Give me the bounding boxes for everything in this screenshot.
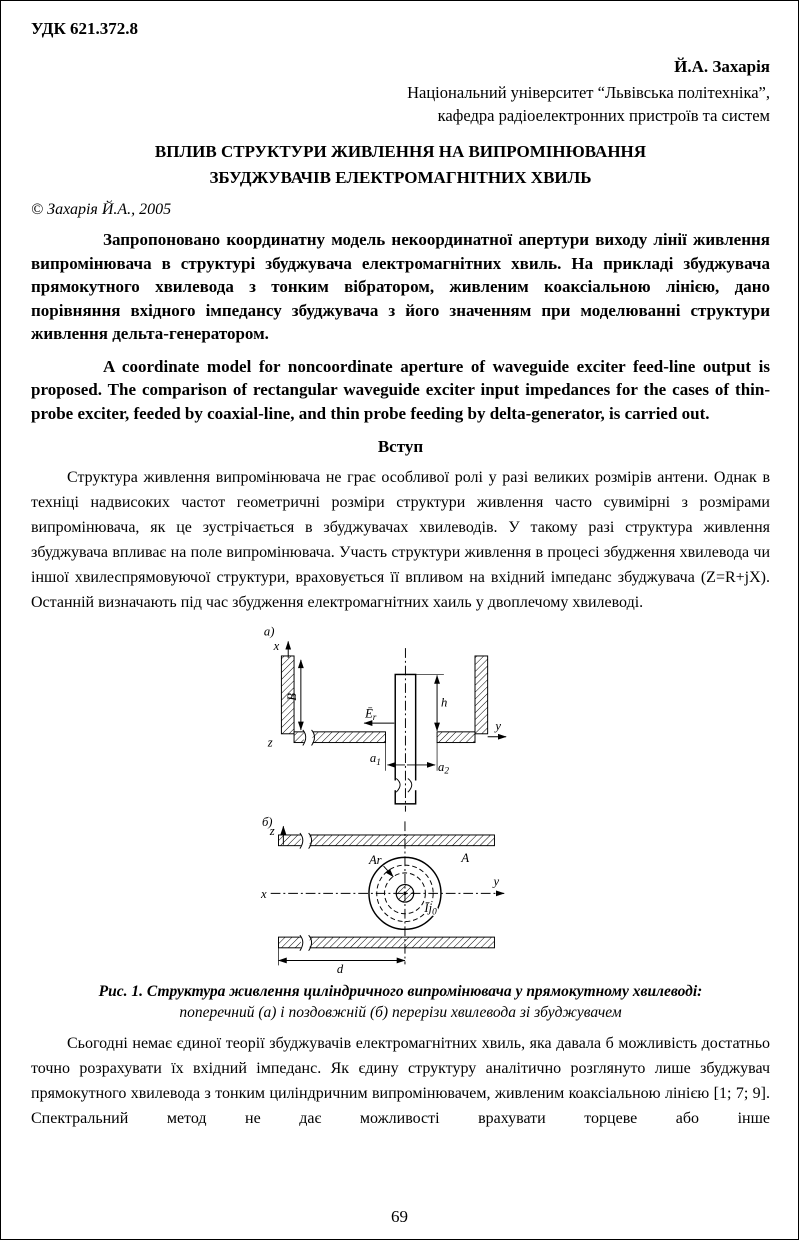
paper-title-line-1: ВПЛИВ СТРУКТУРИ ЖИВЛЕННЯ НА ВИПРОМІНЮВАННЯ (154, 142, 647, 161)
figure-caption-line-1: Рис. 1. Структура живлення циліндричного випромінювача у прямокутному хвилеводі: (98, 983, 703, 1000)
affiliation-line-1: Національний університет “Львівська політехніка”, (407, 83, 770, 102)
abstract-english: A coordinate model for noncoordinate aperture of waveguide exciter feed-line output is proposed. The comparison of rectangular waveguide exciter input impedances for the cases of thin-probe exciter, feeded by coaxial-line, and thin probe feeding by delta-generator, is carried out. (31, 356, 770, 423)
paragraph-intro-1: Структура живлення випромінювача не грає особливої ролі у разі великих розмірів антени. Однак в техніці надвисоких частот геометричні розміри структури живлення часто сувимірні з розмірами випромінювача, як це зустрічається в збуджувачах хвилеводів. У такому разі структура живлення збуджувача впливає на поле випромінювача. Участь структури живлення в процесі збудження хвилевода чи іншої хвилеспрямовуючої структури, враховується її впливом на вхідний імпеданс збуджувача (Z=R+jX). Останній визначають під час збудження електромагнітних хаиль у двоплечому хвилеводі. (31, 469, 770, 611)
figure-1-diagram (259, 619, 512, 977)
udc-code: УДК 621.372.8 (31, 19, 139, 38)
dim-Ar-label: Ar (368, 853, 382, 868)
page-number: 69 (391, 1207, 408, 1226)
paper-title-line-2: ЗБУДЖУВАЧІВ ЕЛЕКТРОМАГНІТНИХ ХВИЛЬ (209, 168, 592, 187)
center-point (403, 892, 406, 895)
paragraph-intro-2: Сьогодні немає єдиної теорії збуджувачів електромагнітних хвиль, яка давала б можливість достатньо точно розрахувати їх вхідний імпеданс. Як єдину структуру аналітично розглянуто лише збуджувач прямокутного хвилевода з тонким циліндричним випромінювачем, живленим коаксіальною лінією [1; 7; 9]. Спектральний метод не дає можливості врахувати торцеве або інше (31, 1035, 770, 1127)
panel-b-longitudinal-section (260, 815, 504, 976)
dim-B-label: B (285, 692, 299, 701)
dim-a2-label: $a_2$ (438, 759, 449, 776)
floor-right (437, 732, 475, 743)
axis-z-label: z (267, 735, 273, 750)
dim-a1-label: $a_1$ (369, 751, 381, 767)
figure-caption-line-2: поперечний (а) і поздовжній (б) перерізи хвилевода зі збуджувачем (179, 1004, 622, 1021)
dim-d-label: d (336, 962, 344, 977)
paper-title (31, 139, 770, 191)
affiliation (31, 81, 770, 127)
dim-Ar-arrow (384, 866, 394, 877)
current-ij-label: $Īj_0$ (424, 900, 437, 917)
abstract-ukrainian: Запропоновано координатну модель некоординатної апертури виходу лінії живлення випромінювача в структурі збуджувача електромагнітних хвиль. На прикладі збуджувача прямокутного хвилевода з тонким вібратором, живленим коаксіальною лінією, дано порівняння вхідного імпедансу збуджувача з його значенням при моделюванні структури живлення дельта-генератором. (31, 230, 770, 343)
axis-y-label: y (495, 718, 502, 733)
affiliation-line-2: кафедра радіоелектронних пристроїв та систем (437, 106, 770, 125)
axis-x-label: x (260, 887, 267, 902)
right-wall (475, 656, 488, 734)
panel-b-label: б) (261, 815, 273, 830)
panel-a-label: а) (263, 624, 275, 639)
dim-h-label: h (440, 695, 448, 710)
axis-x-label: x (273, 639, 280, 654)
section-heading-intro: Вступ (377, 437, 424, 456)
copyright-notice: © Захарія Й.А., 2005 (31, 201, 172, 218)
dim-A-label: A (461, 851, 470, 866)
axis-y-label: y (493, 874, 500, 889)
figure-caption (31, 981, 770, 1023)
panel-a-cross-section (264, 625, 506, 812)
field-er-label: $Ē_r$ (365, 706, 377, 723)
author-name: Й.А. Захарія (674, 57, 770, 76)
figure-1 (31, 619, 770, 1023)
axis-z-label: z (269, 823, 275, 838)
